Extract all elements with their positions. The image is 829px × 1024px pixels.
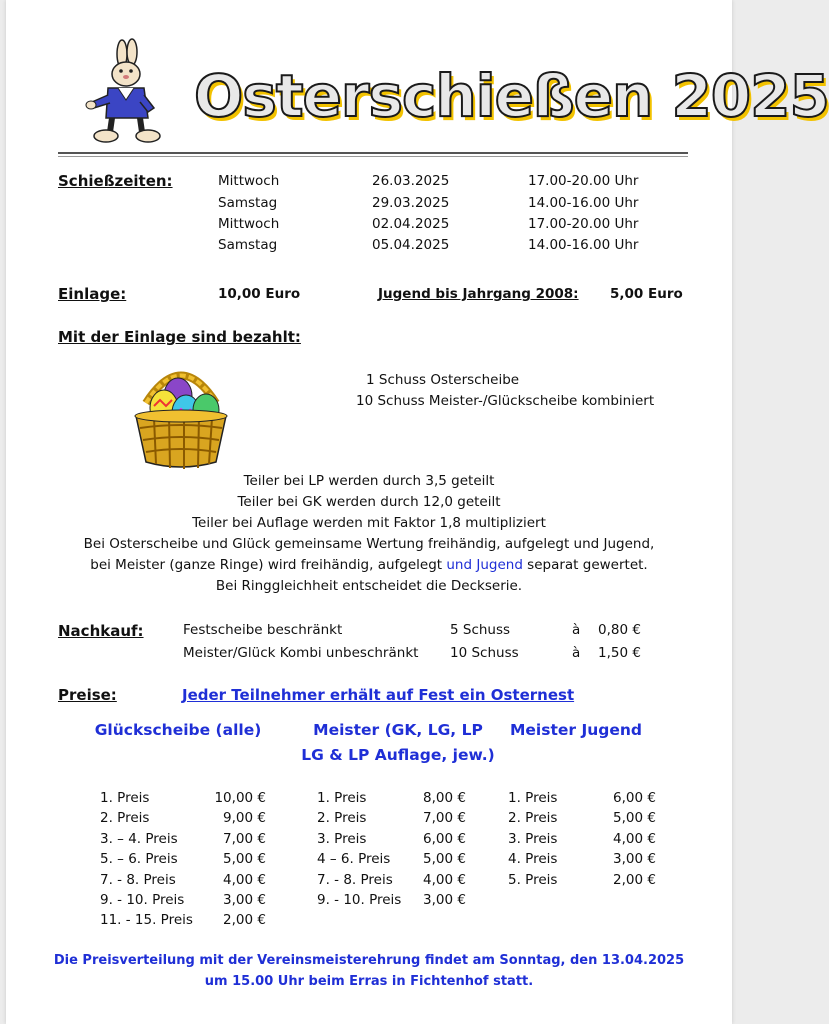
footer-line-1: Die Preisverteilung mit der Vereinsmeisterehrung findet am Sonntag, den 13.04.2025: [53, 953, 685, 968]
rule-text: [0, 557, 738, 573]
times-day: Samstag: [218, 237, 278, 253]
rebuy-a: à: [572, 645, 581, 661]
times-hours: 17.00-20.00 Uhr: [528, 173, 639, 189]
prize-place: 11. - 15. Preis: [100, 912, 193, 928]
prize-place: 1. Preis: [508, 790, 558, 806]
prizes-headline: Jeder Teilnehmer erhält auf Fest ein Osternest: [182, 686, 575, 704]
times-hours: 14.00-16.00 Uhr: [528, 237, 639, 253]
rebuy-label: Nachkauf:: [58, 622, 144, 640]
included-line-2: 10 Schuss Meister-/Glückscheibe kombiniert: [356, 393, 655, 409]
rebuy-item: Meister/Glück Kombi unbeschränkt: [183, 645, 419, 661]
rebuy-shots: 10 Schuss: [450, 645, 519, 661]
prize-place: 1. Preis: [317, 790, 367, 806]
times-date: 05.04.2025: [372, 237, 450, 253]
prize-place: 9. - 10. Preis: [100, 892, 185, 908]
page-title: Osterschießen 2025: [194, 62, 829, 130]
prize-place: 3. Preis: [508, 831, 558, 847]
rule-text-part: separat gewertet.: [522, 557, 648, 573]
prize-place: 3. – 4. Preis: [100, 831, 178, 847]
prize-amount: 4,00 €: [613, 831, 656, 847]
included-label: Mit der Einlage sind bezahlt:: [58, 328, 301, 346]
prize-place: 2. Preis: [317, 810, 367, 826]
rule-text-highlight: und Jugend: [446, 557, 523, 573]
times-date: 26.03.2025: [372, 173, 450, 189]
fee-youth-amount: 5,00 Euro: [610, 286, 683, 302]
prize-place: 7. - 8. Preis: [100, 872, 176, 888]
prize-place: 2. Preis: [100, 810, 150, 826]
prize-amount: 7,00 €: [423, 810, 466, 826]
rebuy-price: 0,80 €: [598, 622, 641, 638]
prize-place: 9. - 10. Preis: [317, 892, 402, 908]
prize-place: 4. Preis: [508, 851, 558, 867]
rebuy-shots: 5 Schuss: [450, 622, 511, 638]
times-day: Samstag: [218, 195, 278, 211]
times-hours: 14.00-16.00 Uhr: [528, 195, 639, 211]
prizes-label: Preise:: [58, 686, 117, 704]
rebuy-price: 1,50 €: [598, 645, 641, 661]
prize-amount: 5,00 €: [423, 851, 466, 867]
rule-text: Bei Ringgleichheit entscheidet die Deckserie.: [215, 578, 523, 594]
prize-amount: 10,00 €: [214, 790, 266, 806]
prize-amount: 2,00 €: [223, 912, 266, 928]
times-date: 02.04.2025: [372, 216, 450, 232]
prize-amount: 7,00 €: [223, 831, 266, 847]
rule-text: Teiler bei GK werden durch 12,0 geteilt: [237, 494, 501, 510]
header-rule-thin: [58, 156, 688, 157]
rule-text: Teiler bei Auflage werden mit Faktor 1,8 multipliziert: [192, 515, 546, 531]
included-line-1: 1 Schuss Osterscheibe: [366, 372, 520, 388]
rebuy-item: Festscheibe beschränkt: [183, 622, 343, 638]
fee-label: Einlage:: [58, 285, 127, 303]
prize-amount: 2,00 €: [613, 872, 656, 888]
prize-amount: 8,00 €: [423, 790, 466, 806]
prize-place: 7. - 8. Preis: [317, 872, 393, 888]
prize-col-title-meister-2: LG & LP Auflage, jew.): [301, 746, 495, 764]
prize-amount: 6,00 €: [423, 831, 466, 847]
prize-amount: 3,00 €: [423, 892, 466, 908]
times-day: Mittwoch: [218, 216, 280, 232]
rule-text-part: bei Meister (ganze Ringe) wird freihändig, aufgelegt: [90, 557, 447, 573]
footer-line-2: um 15.00 Uhr beim Erras in Fichtenhof statt.: [204, 974, 534, 989]
easter-basket-icon: [124, 358, 239, 473]
prize-place: 1. Preis: [100, 790, 150, 806]
rebuy-a: à: [572, 622, 581, 638]
prize-amount: 9,00 €: [223, 810, 266, 826]
prize-amount: 4,00 €: [223, 872, 266, 888]
prize-amount: 4,00 €: [423, 872, 466, 888]
rule-text: Teiler bei LP werden durch 3,5 geteilt: [243, 473, 495, 489]
fee-amount: 10,00 Euro: [218, 286, 301, 302]
prize-amount: 3,00 €: [613, 851, 656, 867]
times-hours: 17.00-20.00 Uhr: [528, 216, 639, 232]
prize-place: 5. Preis: [508, 872, 558, 888]
prize-col-title-meister: Meister (GK, LG, LP: [313, 721, 483, 739]
fee-youth-label: Jugend bis Jahrgang 2008:: [378, 286, 579, 302]
prize-col-title-glueck: Glückscheibe (alle): [94, 721, 262, 739]
prize-amount: 3,00 €: [223, 892, 266, 908]
prize-place: 5. – 6. Preis: [100, 851, 178, 867]
rule-text: Bei Osterscheibe und Glück gemeinsame Wertung freihändig, aufgelegt und Jugend,: [83, 536, 655, 552]
flyer-page: [6, 0, 829, 1024]
prize-amount: 5,00 €: [613, 810, 656, 826]
easter-bunny-icon: [84, 40, 174, 145]
times-label: Schießzeiten:: [58, 172, 173, 190]
prize-col-title-jugend: Meister Jugend: [510, 721, 642, 739]
prize-place: 3. Preis: [317, 831, 367, 847]
prize-amount: 5,00 €: [223, 851, 266, 867]
prize-place: 2. Preis: [508, 810, 558, 826]
times-date: 29.03.2025: [372, 195, 450, 211]
prize-amount: 6,00 €: [613, 790, 656, 806]
times-day: Mittwoch: [218, 173, 280, 189]
header-rule: [58, 152, 688, 154]
prize-place: 4 – 6. Preis: [317, 851, 391, 867]
